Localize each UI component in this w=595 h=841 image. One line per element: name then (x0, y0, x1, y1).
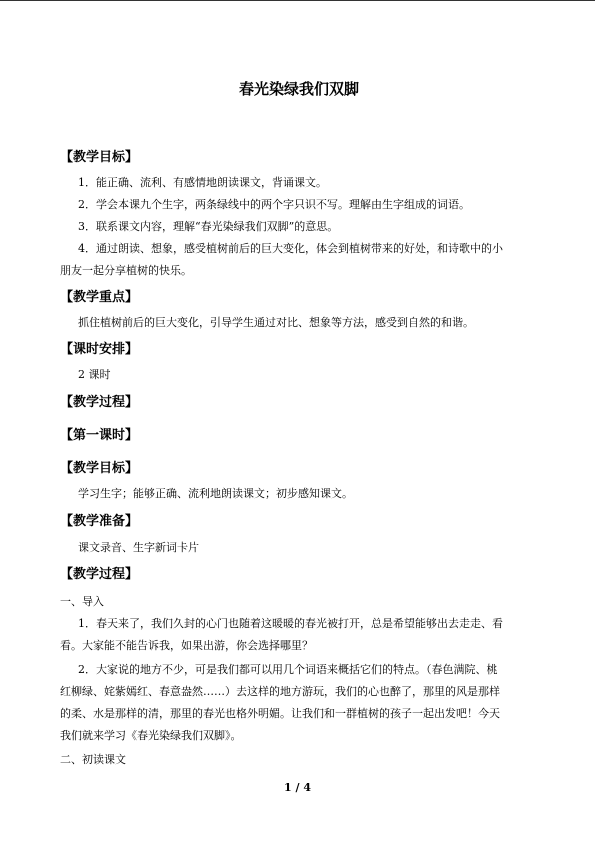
goals-lesson-text: 学习生字；能够正确、流利地朗读课文；初步感知课文。 (78, 487, 353, 500)
goal-item-4-line1: 4．通过朗读、想象，感受植树前后的巨大变化，体会到植树带来的好处，和诗歌中的小 (78, 242, 503, 255)
step-intro-p1-line2: 看。大家能不能告诉我，如果出游，你会选择哪里？ (60, 639, 313, 652)
document-title: 春光染绿我们双脚 (238, 80, 359, 98)
heading-process: 【教学过程】 (60, 395, 139, 410)
goal-item-2: 2．学会本课九个生字，两条绿线中的两个字只识不写。理解由生字组成的词语。 (78, 198, 470, 211)
step-intro-p2-line3: 的柔、水是那样的清，那里的春光也格外明媚。让我们和一群植树的孩子一起出发吧！今天 (60, 707, 500, 720)
goal-item-4-line2: 朋友一起分享植树的快乐。 (60, 264, 192, 277)
step-reading-heading: 二、初读课文 (60, 753, 126, 766)
step-intro-p1-line1: 1．春天来了，我们久封的心门也随着这暖暖的春光被打开，总是希望能够出去走走、看 (78, 617, 503, 630)
heading-preparation: 【教学准备】 (60, 514, 139, 529)
step-intro-p2-line4: 我们就来学习《春光染绿我们双脚》。 (60, 729, 242, 742)
preparation-text: 课文录音、生字新词卡片 (78, 541, 199, 554)
heading-key-points: 【教学重点】 (60, 290, 139, 305)
schedule-text: 2 课时 (78, 368, 111, 381)
heading-goals: 【教学目标】 (60, 150, 139, 165)
heading-schedule: 【课时安排】 (60, 342, 139, 357)
heading-process-lesson: 【教学过程】 (60, 567, 139, 582)
step-intro-p2-line1: 2．大家说的地方不少，可是我们都可以用几个词语来概括它们的特点。（春色满院、桃 (78, 663, 498, 676)
heading-lesson-1: 【第一课时】 (60, 428, 139, 443)
step-intro-heading: 一、导入 (60, 595, 104, 608)
goal-item-1: 1．能正确、流利、有感情地朗读课文，背诵课文。 (78, 176, 327, 189)
page-number: 1 / 4 (284, 781, 311, 794)
goal-item-3: 3．联系课文内容，理解“春光染绿我们双脚”的意思。 (78, 220, 339, 233)
heading-goals-lesson: 【教学目标】 (60, 461, 139, 476)
key-points-text: 抓住植树前后的巨大变化，引导学生通过对比、想象等方法，感受到自然的和谐。 (78, 316, 474, 329)
top-rule (0, 0, 595, 1)
step-intro-p2-line2: 红柳绿、姹紫嫣红、春意盎然……）去这样的地方游玩，我们的心也醉了，那里的风是那样 (60, 685, 500, 698)
